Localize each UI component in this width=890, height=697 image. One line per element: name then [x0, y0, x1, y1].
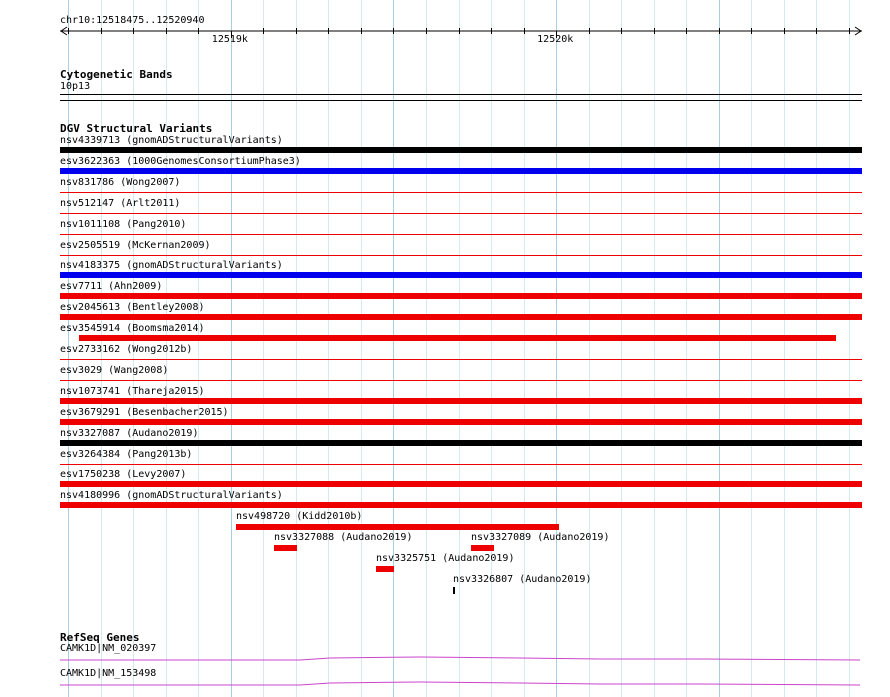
dgv-feature-bar[interactable] [60, 314, 862, 320]
dgv-feature-label[interactable]: esv3622363 (1000GenomesConsortiumPhase3) [60, 156, 301, 167]
dgv-feature-bar[interactable] [60, 147, 862, 153]
cytoband-line-top [60, 94, 862, 95]
refseq-intron-line [60, 657, 860, 660]
dgv-track-title[interactable]: DGV Structural Variants [60, 122, 213, 135]
location-label: chr10:12518475..12520940 [60, 15, 205, 26]
dgv-small-feature-label[interactable]: nsv3327089 (Audano2019) [471, 532, 610, 543]
refseq-gene-model[interactable] [0, 680, 890, 686]
dgv-feature-bar[interactable] [60, 464, 862, 465]
dgv-feature-label[interactable]: esv3545914 (Boomsma2014) [60, 323, 205, 334]
dgv-feature-bar[interactable] [60, 293, 862, 299]
dgv-small-feature-bar[interactable] [471, 545, 494, 551]
ruler-tick-label: 12519k [211, 34, 248, 45]
refseq-intron-line [60, 682, 860, 685]
dgv-feature-label[interactable]: esv2045613 (Bentley2008) [60, 302, 205, 313]
dgv-small-feature-label[interactable]: nsv3325751 (Audano2019) [376, 553, 515, 564]
dgv-feature-label[interactable]: nsv1011108 (Pang2010) [60, 219, 187, 230]
dgv-feature-label[interactable]: esv3264384 (Pang2013b) [60, 449, 193, 460]
dgv-feature-label[interactable]: nsv3327087 (Audano2019) [60, 428, 199, 439]
dgv-feature-bar[interactable] [60, 398, 862, 404]
ruler-axis[interactable] [0, 24, 890, 38]
dgv-feature-bar[interactable] [60, 192, 862, 193]
dgv-feature-bar[interactable] [60, 168, 862, 174]
dgv-feature-bar[interactable] [60, 213, 862, 214]
dgv-feature-bar[interactable] [79, 335, 836, 341]
refseq-gene-label[interactable]: CAMK1D|NM_020397 [60, 643, 157, 654]
dgv-feature-bar[interactable] [60, 272, 862, 278]
dgv-feature-bar[interactable] [60, 234, 862, 235]
dgv-feature-label[interactable]: esv3029 (Wang2008) [60, 365, 169, 376]
dgv-feature-label[interactable]: nsv831786 (Wong2007) [60, 177, 181, 188]
dgv-small-feature-label[interactable]: nsv3327088 (Audano2019) [274, 532, 413, 543]
dgv-feature-bar[interactable] [60, 380, 862, 381]
dgv-feature-label[interactable]: nsv4339713 (gnomADStructuralVariants) [60, 135, 283, 146]
dgv-feature-label[interactable]: esv2505519 (McKernan2009) [60, 240, 211, 251]
dgv-feature-label[interactable]: nsv512147 (Arlt2011) [60, 198, 181, 209]
cytoband-label: 10p13 [60, 81, 91, 92]
dgv-small-feature-bar[interactable] [376, 566, 394, 572]
dgv-feature-bar[interactable] [60, 481, 862, 487]
refseq-gene-label[interactable]: CAMK1D|NM_153498 [60, 668, 157, 679]
refseq-gene-model[interactable] [0, 655, 890, 661]
dgv-feature-bar[interactable] [60, 440, 862, 446]
dgv-feature-label[interactable]: esv3679291 (Besenbacher2015) [60, 407, 229, 418]
dgv-feature-label[interactable]: nsv4180996 (gnomADStructuralVariants) [60, 490, 283, 501]
dgv-feature-label[interactable]: nsv4183375 (gnomADStructuralVariants) [60, 260, 283, 271]
dgv-feature-label[interactable]: esv2733162 (Wong2012b) [60, 344, 193, 355]
dgv-feature-label[interactable]: esv1750238 (Levy2007) [60, 469, 187, 480]
dgv-small-feature-label[interactable]: nsv498720 (Kidd2010b) [236, 511, 363, 522]
dgv-feature-bar[interactable] [60, 359, 862, 360]
cytoband-line-bottom [60, 100, 862, 101]
dgv-feature-bar[interactable] [60, 255, 862, 256]
dgv-feature-label[interactable]: esv7711 (Ahn2009) [60, 281, 163, 292]
dgv-feature-label[interactable]: nsv1073741 (Thareja2015) [60, 386, 205, 397]
ruler-tick-label: 12520k [537, 34, 574, 45]
cytoband-track-title[interactable]: Cytogenetic Bands [60, 68, 173, 81]
dgv-feature-bar[interactable] [60, 502, 862, 508]
dgv-feature-bar[interactable] [60, 419, 862, 425]
dgv-small-feature-label[interactable]: nsv3326807 (Audano2019) [453, 574, 592, 585]
refseq-track-title[interactable]: RefSeq Genes [60, 631, 140, 644]
dgv-small-feature-bar[interactable] [274, 545, 297, 551]
dgv-small-feature-bar[interactable] [236, 524, 559, 530]
dgv-small-feature-bar[interactable] [453, 587, 455, 594]
